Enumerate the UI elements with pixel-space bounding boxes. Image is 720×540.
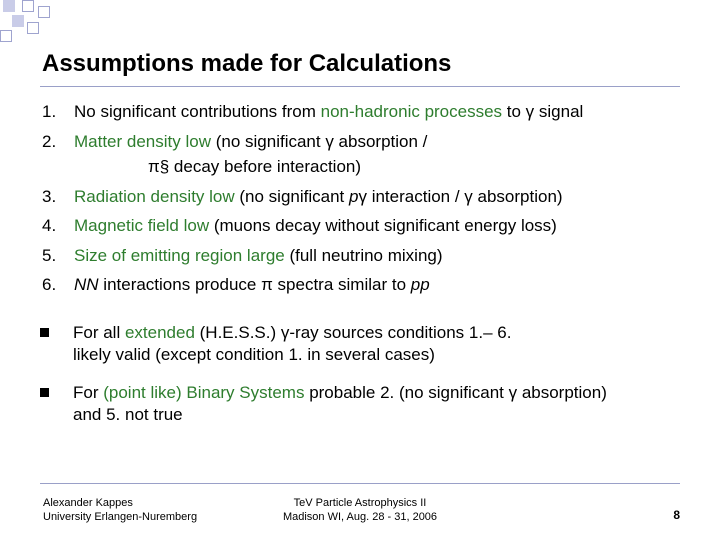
footer-divider: [40, 483, 680, 484]
item-number: 1.: [42, 102, 57, 121]
text-segment: (no significant γ absorption /: [211, 131, 428, 151]
square-bullet-icon: [40, 328, 49, 337]
bullet-item: [40, 382, 710, 426]
assumption-item: [42, 152, 712, 182]
assumption-item: [42, 182, 712, 212]
text-segment: (muons decay without significant energy loss): [209, 216, 557, 235]
assumption-item: [42, 270, 712, 300]
item-number: 4.: [42, 216, 57, 235]
text-segment: and 5. not true: [73, 405, 183, 424]
bullet-line: [73, 322, 710, 344]
text-segment: No significant contributions from: [74, 102, 321, 121]
page-number: 8: [673, 508, 680, 522]
text-segment: probable 2. (no significant γ absorption): [304, 383, 607, 402]
event-name: TeV Particle Astrophysics II: [293, 497, 427, 509]
text-segment: (full neutrino mixing): [284, 245, 443, 265]
text-segment: For all: [73, 323, 125, 342]
highlight-text: Magnetic field low: [74, 216, 210, 235]
assumption-item: [42, 97, 712, 127]
highlight-text: Matter density low: [74, 131, 211, 151]
bullet-item: [40, 322, 710, 366]
assumption-item: [42, 241, 712, 271]
text-segment: to γ signal: [502, 102, 584, 121]
highlight-text: Size of emitting region large: [74, 245, 285, 265]
text-segment: (no significant: [234, 186, 349, 206]
italic-text: p: [349, 186, 359, 206]
text-segment: likely valid (except condition 1. in several cases): [73, 345, 435, 364]
conclusion-bullets: [40, 322, 710, 442]
item-number: 2.: [42, 131, 57, 151]
text-segment: γ interaction / γ absorption): [358, 186, 563, 206]
slide-title: Assumptions made for Calculations: [42, 50, 452, 77]
author-affiliation: University Erlangen-Nuremberg: [43, 511, 198, 523]
event-place-date: Madison WI, Aug. 28 - 31, 2006: [282, 511, 438, 523]
square-bullet-icon: [40, 388, 49, 397]
italic-text: pp: [410, 275, 430, 294]
item-number: 6.: [42, 275, 57, 294]
highlight-text: extended: [124, 323, 195, 342]
bullet-line: [73, 344, 710, 366]
italic-text: NN: [74, 275, 99, 294]
bullet-line: [73, 404, 710, 426]
highlight-text: non-hadronic processes: [320, 102, 503, 121]
footer-event: [250, 496, 470, 524]
assumption-item: [42, 211, 712, 241]
text-segment: For: [73, 383, 104, 402]
title-divider: [40, 86, 680, 87]
footer-author: [43, 496, 197, 524]
highlight-text: (point like) Binary Systems: [103, 383, 305, 402]
author-name: Alexander Kappes: [43, 497, 133, 509]
item-number: 3.: [42, 186, 57, 206]
text-segment: interactions produce π spectra similar to: [98, 275, 411, 294]
text-segment: π§ decay before interaction): [148, 157, 362, 176]
bullet-line: [73, 382, 710, 404]
highlight-text: Radiation density low: [74, 186, 235, 206]
assumptions-list: [42, 97, 712, 300]
item-number: 5.: [42, 245, 57, 265]
text-segment: (H.E.S.S.) γ-ray sources conditions 1.– 6.: [194, 323, 512, 342]
